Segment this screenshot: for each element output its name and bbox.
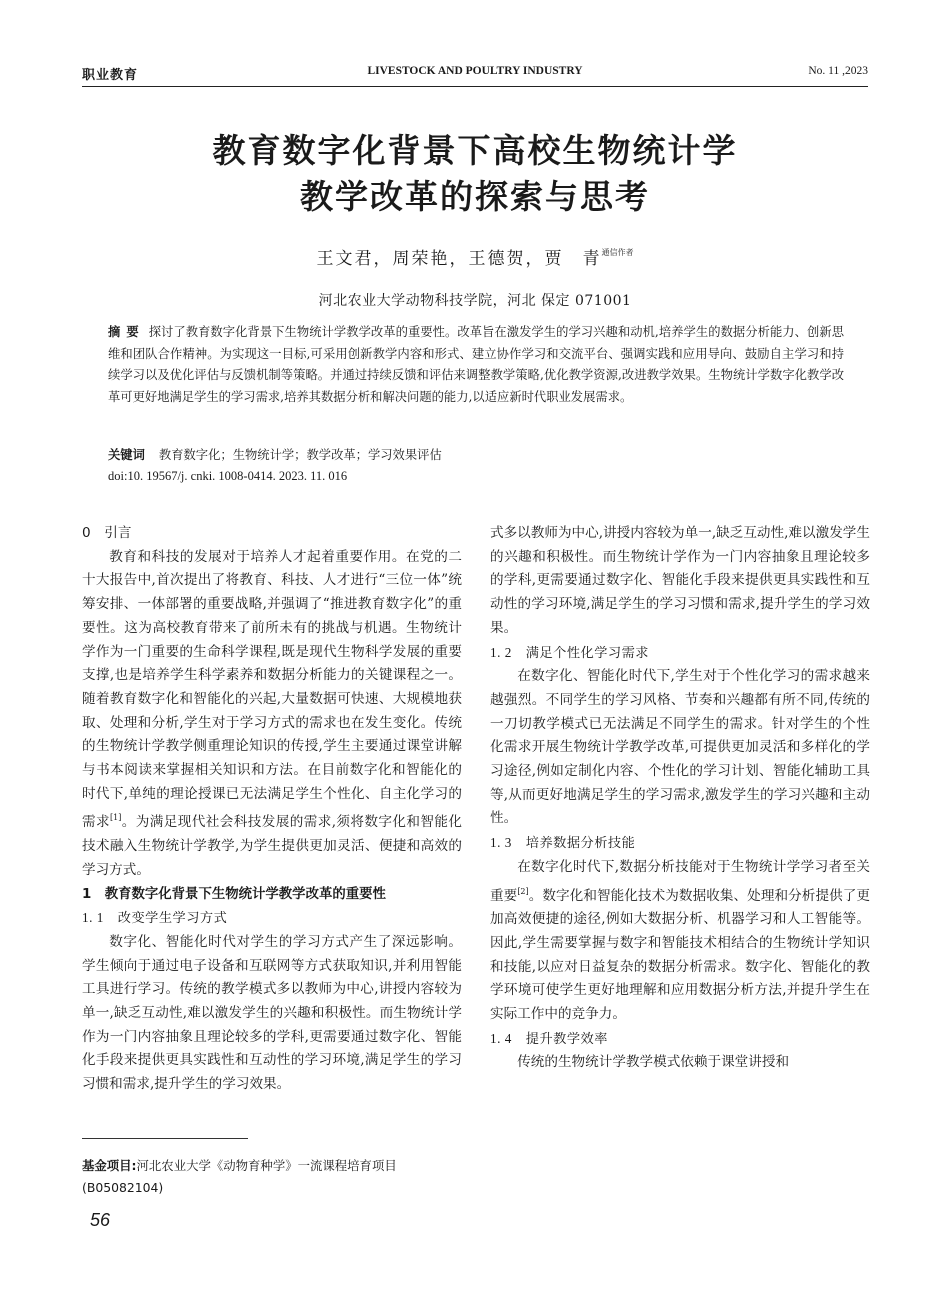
- abstract: [108, 322, 844, 408]
- intro-text-a: 教育和科技的发展对于培养人才起着重要作用。在党的二十大报告中,首次提出了将教育、科技、人才进行“三位一体”统筹安排、一体部署的重要战略,并强调了“推进教育数字化”的重要性。这为高校教育带来了前所未有的挑战与机遇。生物统计学作为一门重要的生命科学课程,既是现代生物科学发展的重要支撑,也是培养学生科学素养和数据分析能力的关键课程之一。随着教育数字化和智能化的兴起,大量数据可快速、大规模地获取、处理和分析,学生对于学习方式的需求也在发生变化。传统的生物统计学教学侧重理论知识的传授,学生主要通过课堂讲解与书本阅读来掌握相关知识和方法。在目前数字化和智能化的时代下,单纯的理论授课已无法满足学生个性化、自主化学习的需求: [82, 548, 462, 831]
- author-list: [82, 244, 868, 269]
- subsection-heading-1-4: [490, 1027, 870, 1052]
- funding-footnote: [82, 1155, 462, 1199]
- keywords-label: 关键词: [108, 448, 145, 462]
- page-number: 56: [90, 1210, 111, 1230]
- footnote-rule: [82, 1138, 248, 1139]
- right-column-text: [490, 522, 870, 1075]
- doi: doi:10. 19567/j. cnki. 1008-0414. 2023. 11. 016: [108, 469, 348, 483]
- issue-number: No. 11 ,2023: [808, 65, 868, 77]
- journal-name: LIVESTOCK AND POULTRY INDUSTRY: [367, 65, 583, 77]
- header-rule: [82, 86, 868, 87]
- citation-2: [2]: [517, 886, 529, 896]
- section-1-3-paragraph: [490, 856, 870, 1027]
- subsection-number: 1. 4: [490, 1030, 512, 1046]
- keywords-text: 教育数字化；生物统计学；教学改革；学习效果评估: [158, 448, 442, 462]
- subsection-heading-1-3: [490, 831, 870, 856]
- subsection-number: 1. 3: [490, 835, 512, 851]
- intro-paragraph: [82, 546, 462, 883]
- column-name: 职业教育: [82, 68, 139, 83]
- title-line-2: 教学改革的探索与思考: [300, 177, 650, 216]
- citation-1: [1]: [110, 813, 122, 823]
- section-heading-intro: 0 引言: [82, 525, 132, 541]
- abstract-text: 探讨了教育数字化背景下生物统计学教学改革的重要性。改革旨在激发学生的学习兴趣和动机,培养学生的数据分析能力、创新思维和团队合作精神。为实现这一目标,可采用创新教学内容和形式、建立协作学习和交流平台、强调实践和应用导向、鼓励自主学习和持续学习以及优化评估与反馈机制等策略。并通过持续反馈和评估来调整教学策略,优化教学资源,改进教学效果。生物统计学数字化教学改革可更好地满足学生的学习需求,培养其数据分析和解决问题的能力,以适应新时代职业发展需求。: [108, 325, 844, 404]
- title-line-1: 教育数字化背景下高校生物统计学: [212, 131, 738, 170]
- subsection-title: 提升教学效率: [525, 1031, 608, 1047]
- body-column-left: [82, 522, 462, 1093]
- article-title: [82, 128, 868, 220]
- funding-text: 河北农业大学《动物育种学》一流课程培育项目(B05082104): [82, 1158, 397, 1195]
- running-header: [82, 64, 868, 84]
- corresponding-author-mark: 通信作者: [601, 248, 634, 257]
- s13-text-b: 。数字化和智能化技术为数据收集、处理和分析提供了更加高效便捷的途径,例如大数据分析、机器学习和人工智能等。因此,学生需要掌握与数字和智能技术相结合的生物统计学知识和技能,以应对日益复杂的数据分析需求。数字化、智能化的教学环境可使学生更好地理解和应用数据分析方法,并提升学生在实际工作中的竞争力。: [490, 887, 871, 1023]
- subsection-number: 1. 2: [490, 644, 512, 660]
- affiliation: 河北农业大学动物科技学院，河北 保定 071001: [318, 293, 632, 309]
- subsection-number: 1. 1: [82, 910, 104, 926]
- s11-tail: 式多以教师为中心,讲授内容较为单一,缺乏互动性,难以激发学生的兴趣和积极性。而生物统计学作为一门内容抽象且理论较多的学科,更需要通过数字化、智能化手段来提供更具实践性和互动性的学习环境,满足学生的学习习惯和需求,提升学生的学习效果。: [490, 525, 870, 636]
- subsection-title: 改变学生学习方式: [117, 911, 228, 927]
- subsection-title: 满足个性化学习需求: [525, 645, 649, 661]
- section-1-1-paragraph: 数字化、智能化时代对学生的学习方式产生了深远影响。学生倾向于通过电子设备和互联网等方式获取知识,并利用智能工具进行学习。传统的教学模式多以教师为中心,讲授内容较为单一,缺乏互动性,难以激发学生的兴趣和积极性。而生物统计学作为一门内容抽象且理论较多的学科,更需要通过数字化、智能化手段来提供更具实践性和互动性的学习环境,满足学生的学习习惯和需求,提升学生的学习效果。: [82, 933, 462, 1093]
- author-names: 王文君，周荣艳，王德贺，贾 青: [316, 249, 602, 269]
- intro-text-b: 。为满足现代社会科技发展的需求,须将数字化和智能化技术融入生物统计学教学,为学生提供更加灵活、便捷和高效的学习方式。: [82, 814, 462, 878]
- keywords: [108, 444, 844, 466]
- subsection-heading-1-2: [490, 641, 870, 666]
- abstract-label: 摘要: [108, 325, 145, 339]
- section-heading-1: 1 教育数字化背景下生物统计学教学改革的重要性: [82, 886, 386, 902]
- subsection-heading-1-1: [82, 906, 462, 931]
- s13-text-a: 在数字化时代下,数据分析技能对于生物统计学学习者至关重要: [490, 858, 870, 904]
- subsection-title: 培养数据分析技能: [525, 836, 636, 852]
- funding-label: 基金项目:: [82, 1158, 137, 1173]
- section-1-4-paragraph: 传统的生物统计学教学模式依赖于课堂讲授和: [517, 1054, 790, 1071]
- section-1-2-paragraph: 在数字化、智能化时代下,学生对于个性化学习的需求越来越强烈。不同学生的学习风格、节奏和兴趣都有所不同,传统的一刀切教学模式已无法满足不同学生的需求。针对学生的个性化需求开展生物统计学教学改革,可提供更加灵活和多样化的学习途径,例如定制化内容、个性化的学习计划、智能化辅助工具等,从而更好地满足学生的学习需求,激发学生的学习兴趣和主动性。: [490, 668, 870, 827]
